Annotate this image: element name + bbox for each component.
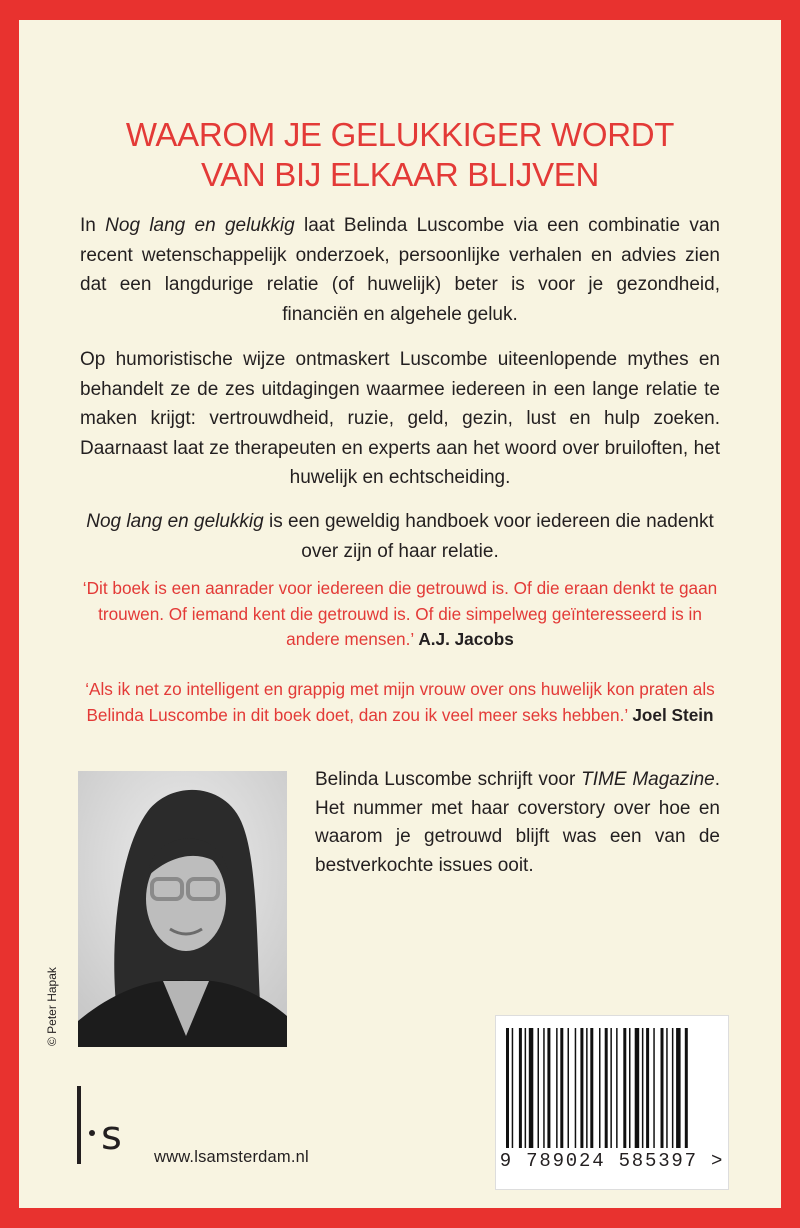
p1-book-title: Nog lang en gelukkig — [105, 215, 295, 236]
headline-line-1: WAAROM JE GELUKKIGER WORDT — [125, 116, 675, 153]
isbn-number: 9 789024 585397 > — [499, 1150, 725, 1172]
headline-line-2: VAN BIJ ELKAAR BLIJVEN — [200, 156, 600, 193]
quote-2-author: Joel Stein — [632, 704, 714, 725]
review-quote-2 — [80, 677, 720, 728]
logo-dot — [89, 1130, 95, 1136]
blurb-paragraph-3 — [80, 507, 720, 566]
back-cover — [19, 20, 781, 1208]
logo-bar — [77, 1086, 81, 1164]
p1-prefix: In — [80, 215, 106, 236]
publisher-url[interactable]: www.lsamsterdam.nl — [154, 1148, 309, 1166]
isbn-barcode — [495, 1015, 729, 1190]
quote-1-text: ‘Dit boek is een aanrader voor iedereen die getrouwd is. Of die eraan denkt te gaan trouwen. Of iemand kent die getrouwd is. Of die simpelweg geïnteresseerd is in andere mensen.’ — [82, 578, 718, 649]
cover-headline — [19, 115, 781, 195]
photo-credit: © Peter Hapak — [45, 967, 59, 1046]
author-bio — [315, 766, 720, 880]
bio-text: . Het nummer met haar coverstory over hoe en waarom je getrouwd blijft was een van de bestverkochte issues ooit. — [315, 769, 720, 876]
author-photo — [78, 771, 287, 1047]
blurb-paragraph-1 — [80, 211, 720, 329]
publisher-logo — [77, 1086, 147, 1166]
p1-text: laat Belinda Luscombe via een combinatie van recent wetenschappelijk onderzoek, persoonlijke verhalen en advies zien dat een langdurige relatie (of huwelijk) beter is voor je gezondheid, financiën en algehele geluk. — [80, 215, 720, 325]
bio-prefix: Belinda Luscombe schrijft voor — [315, 769, 582, 790]
p3-text: is een geweldig handboek voor iedereen die nadenkt over zijn of haar relatie. — [263, 511, 714, 562]
p3-book-title: Nog lang en gelukkig — [86, 511, 264, 532]
bio-magazine: TIME Magazine — [581, 769, 715, 790]
barcode-bars — [506, 1028, 718, 1148]
review-quote-1 — [80, 576, 720, 653]
blurb-paragraph-2: Op humoristische wijze ontmaskert Luscombe uiteenlopende mythes en behandelt ze de zes uitdagingen waarmee iedereen in een lange relatie te maken krijgt: vertrouwdheid, ruzie, geld, gezin, lust en hulp zoeken. Daarnaast laat ze therapeuten en experts aan het woord over bruiloften, het huwelijk en echtscheiding. — [80, 349, 720, 488]
quote-2-text: ‘Als ik net zo intelligent en grappig met mijn vrouw over ons huwelijk kon praten als Belinda Luscombe in dit boek doet, dan zou ik veel meer seks hebben.’ — [85, 679, 715, 725]
logo-letter: s — [101, 1113, 122, 1159]
quote-1-author: A.J. Jacobs — [418, 629, 514, 649]
